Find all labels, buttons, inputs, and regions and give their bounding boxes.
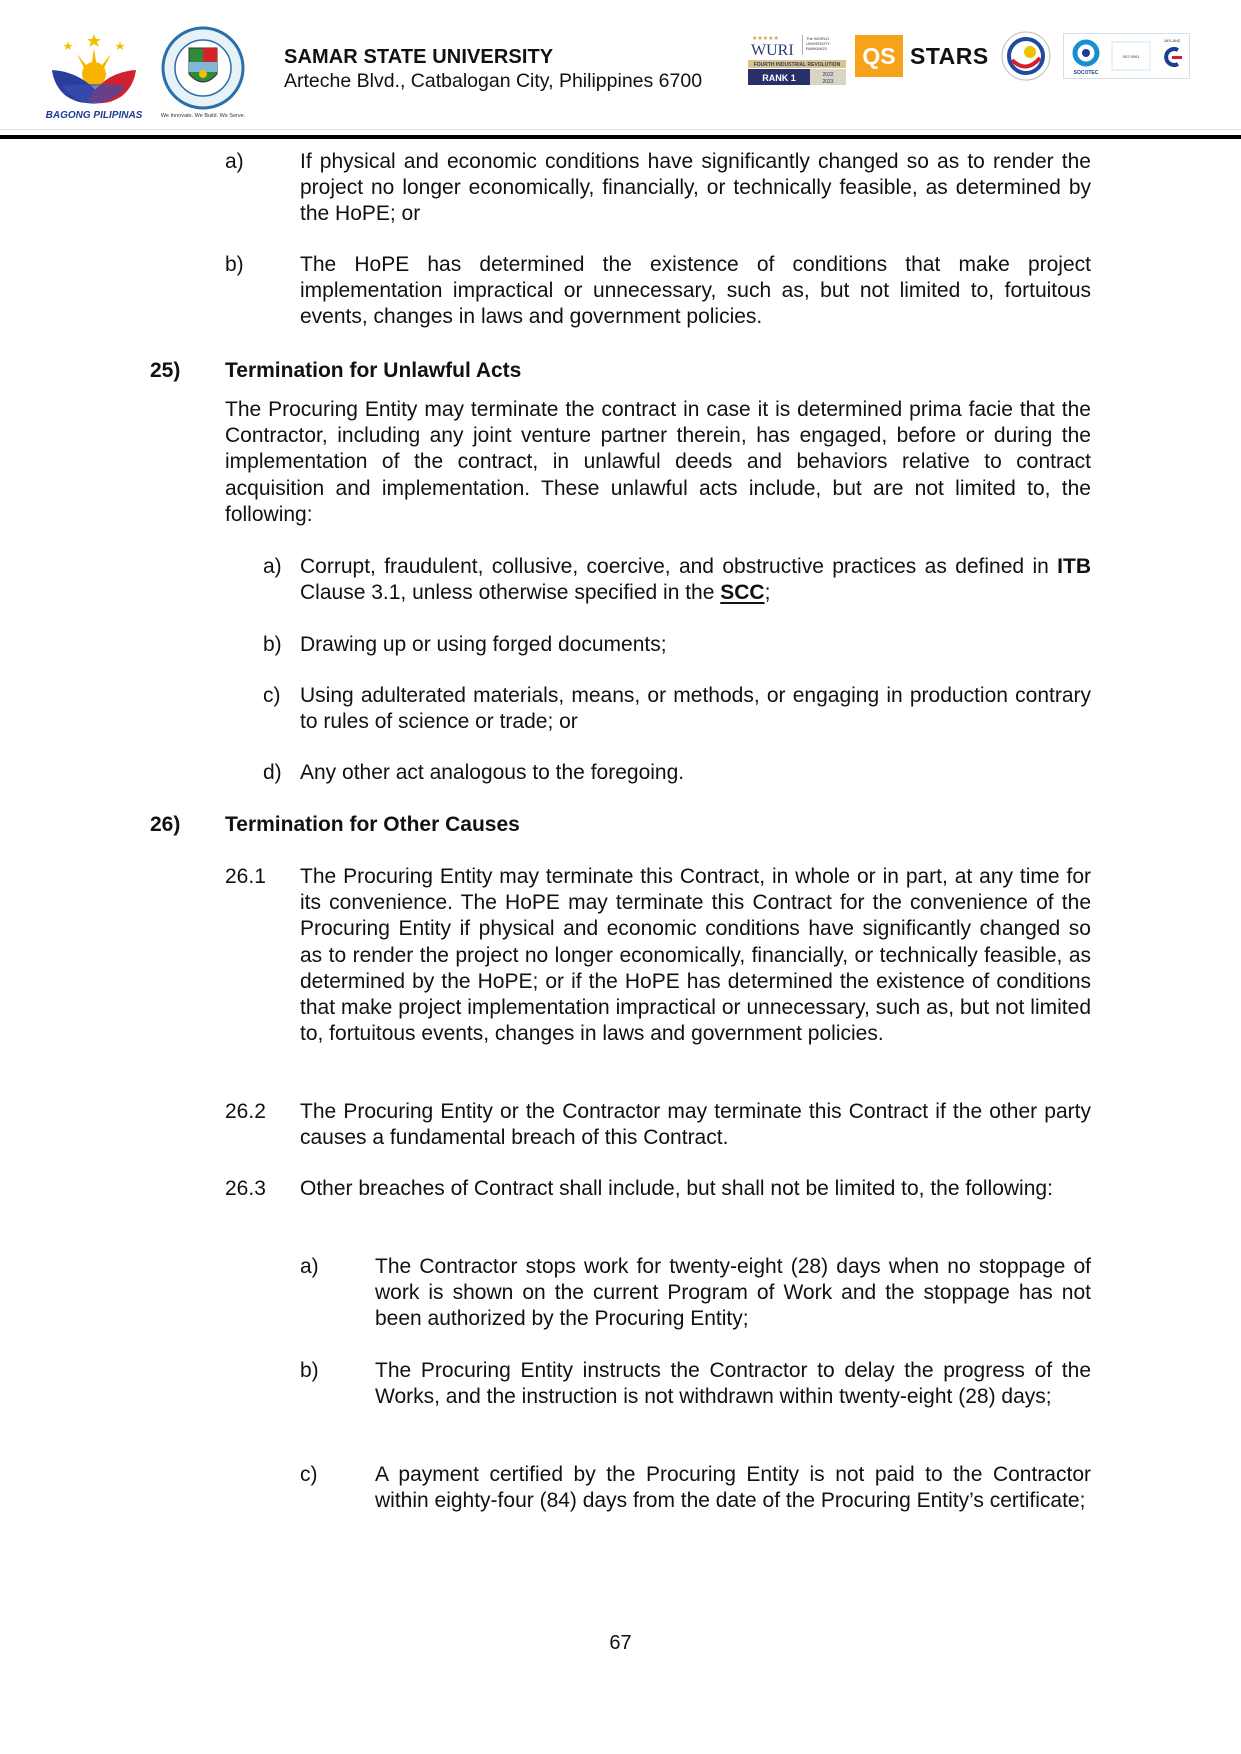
svg-text:★★★★★: ★★★★★ xyxy=(752,36,779,42)
section-26-number: 26) xyxy=(150,813,181,836)
intro-item-label: a) xyxy=(225,150,244,173)
svg-text:The WORLD: The WORLD xyxy=(806,36,829,41)
wuri-rank: RANK 1 xyxy=(762,73,796,83)
iso-label: ISO 9001 xyxy=(1122,54,1140,59)
samar-state-university-seal xyxy=(156,26,250,120)
breach-item-label: b) xyxy=(300,1359,319,1382)
unlawful-item-label: c) xyxy=(263,684,281,707)
intro-item-text: The HoPE has determined the existence of conditions that make project implementation impractical or unnecessary, such as, but not limited to, fortuitous events, changes in laws and government policies. xyxy=(300,253,1091,329)
section-25-paragraph: The Procuring Entity may terminate the contract in case it is determined prima facie that the Contractor, including any joint venture partner therein, has engaged, before or during the implementation of the contract, in unlawful deeds and behaviors relative to contract acquisition and implementation. These unlawful acts include, but are not limited to, the following: xyxy=(225,398,1091,526)
unlawful-item-label: d) xyxy=(263,761,282,784)
institution-name: SAMAR STATE UNIVERSITY xyxy=(284,46,554,68)
item-text-b: Clause 3.1, unless otherwise specified in the xyxy=(300,581,721,605)
page-number: 67 xyxy=(609,1632,632,1654)
svg-text:UNIVERSITY: UNIVERSITY xyxy=(806,41,831,46)
clause-text: The Procuring Entity or the Contractor may terminate this Contract if the other party causes a fundamental breach of this Contract. xyxy=(300,1100,1091,1150)
bagong-pilipinas-logo xyxy=(44,30,144,120)
clause-label: 26.2 xyxy=(225,1100,266,1123)
section-25-title: Termination for Unlawful Acts xyxy=(225,359,522,382)
clause-label: 26.3 xyxy=(225,1177,266,1200)
socotec-iso-badge xyxy=(1063,33,1190,79)
section-26-title: Termination for Other Causes xyxy=(225,813,520,836)
unlawful-item-label: b) xyxy=(263,633,282,656)
breach-item-label: c) xyxy=(300,1463,318,1486)
philippine-quality-award-seal xyxy=(1000,30,1052,82)
header-shadow-line xyxy=(0,129,1241,130)
clause-label: 26.1 xyxy=(225,865,266,888)
qs-logo-mark: QS xyxy=(855,35,903,77)
wuri-badge xyxy=(748,31,846,85)
unlawful-item-text: Any other act analogous to the foregoing. xyxy=(300,761,685,784)
institution-address: Arteche Blvd., Catbalogan City, Philippines 6700 xyxy=(284,70,703,92)
item-text-c: ; xyxy=(764,581,771,605)
qs-stars-text: STARS xyxy=(910,43,989,69)
jas-anz-label: JAS-ANZ xyxy=(1163,38,1181,43)
svg-text:2022: 2022 xyxy=(822,72,834,78)
item-text-a: Corrupt, fraudulent, collusive, coercive, and obstructive practices as defined in xyxy=(300,555,1049,578)
svg-text:2023: 2023 xyxy=(822,79,834,85)
intro-item-label: b) xyxy=(225,253,244,276)
breach-item-text: A payment certified by the Procuring Entity is not paid to the Contractor within eighty-four (84) days from the date of the Procuring Entity’s certificate; xyxy=(375,1463,1091,1513)
wuri-title: WURI xyxy=(751,42,794,59)
unlawful-item-text: Drawing up or using forged documents; xyxy=(300,633,667,656)
scc-reference: SCC xyxy=(720,581,765,605)
breach-item-label: a) xyxy=(300,1255,319,1278)
clause-text: Other breaches of Contract shall include, but shall not be limited to, the following: xyxy=(300,1177,1053,1200)
intro-item-text: If physical and economic conditions have significantly changed so as to render the project no longer economically, financially, or technically feasible, as determined by the HoPE; or xyxy=(300,150,1091,226)
clause-text: The Procuring Entity may terminate this Contract, in whole or in part, at any time for its convenience. The HoPE may terminate this Contract for the convenience of the Procuring Entity if physical and economic conditions have significantly changed so as to render the project no longer economically, financially, or technically feasible, as determined by the HoPE; or if the HoPE has determined the existence of conditions that make project implementation impractical or unnecessary, such as, but not limited to, fortuitous events, changes in laws and government policies. xyxy=(300,865,1091,1046)
wuri-band: FOURTH INDUSTRIAL REVOLUTION xyxy=(753,62,841,68)
section-25-number: 25) xyxy=(150,359,181,382)
itb-reference: ITB xyxy=(1057,555,1091,578)
unlawful-item-label: a) xyxy=(263,555,282,578)
socotec-label: SOCOTEC xyxy=(1073,70,1099,76)
unlawful-item-text xyxy=(300,554,1091,606)
ssu-motto: We Innovate. We Build. We Serve. xyxy=(160,113,246,119)
bagong-pilipinas-caption: BAGONG PILIPINAS xyxy=(45,110,143,120)
breach-item-text: The Contractor stops work for twenty-eight (28) days when no stoppage of work is shown on the current Program of Work and the stoppage has not been authorized by the Procuring Entity; xyxy=(375,1255,1091,1331)
unlawful-item-text: Using adulterated materials, means, or methods, or engaging in production contrary to rules of science or trade; or xyxy=(300,684,1091,734)
header-divider xyxy=(0,135,1241,139)
breach-item-text: The Procuring Entity instructs the Contractor to delay the progress of the Works, and the instruction is not withdrawn within twenty-eight (28) days; xyxy=(375,1359,1091,1409)
svg-text:RANKINGS: RANKINGS xyxy=(806,46,827,51)
